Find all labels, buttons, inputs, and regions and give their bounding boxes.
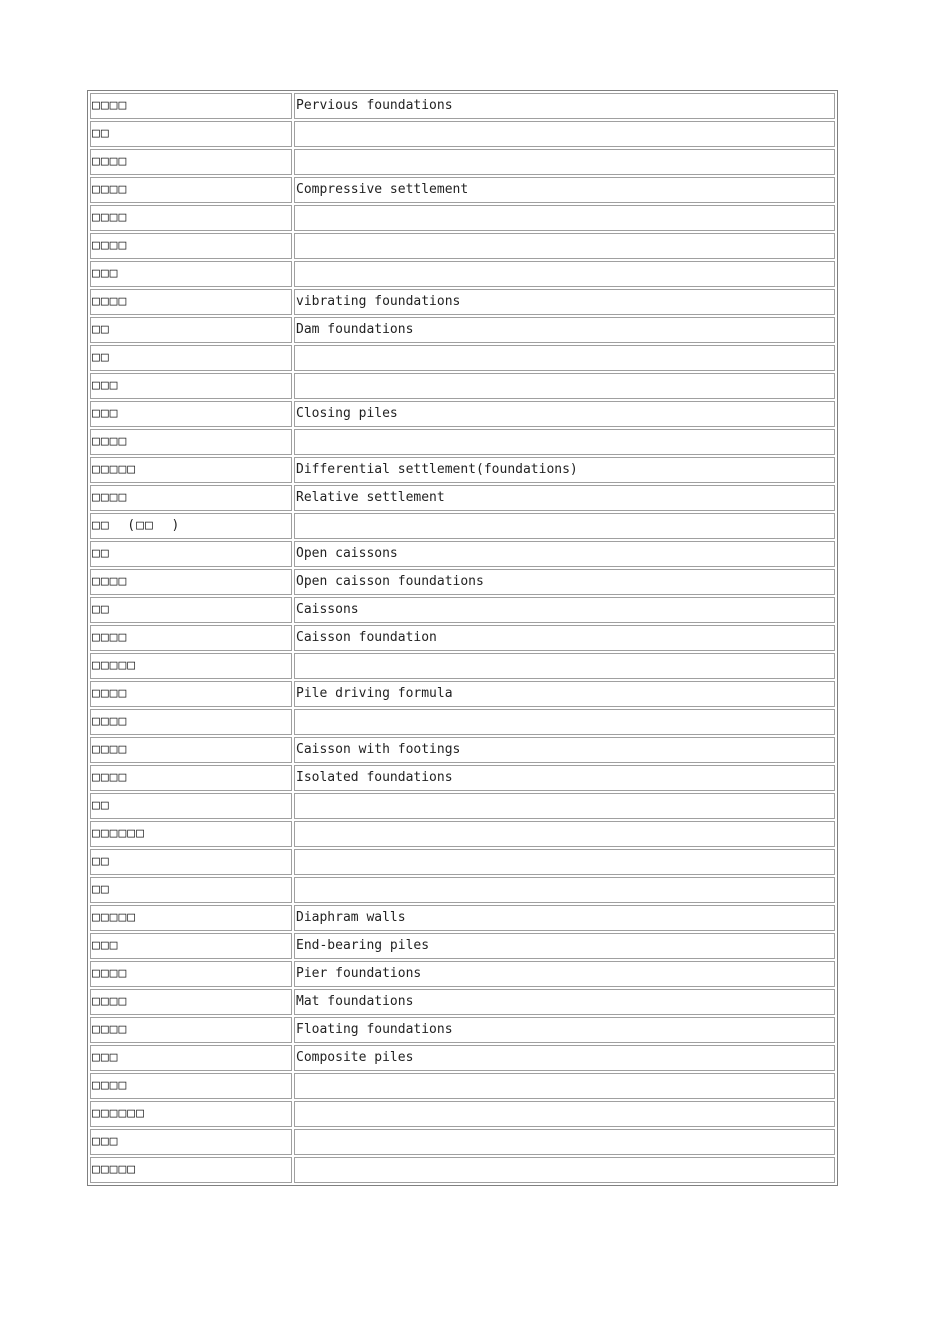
chinese-term-cell: □□□□□ (90, 1157, 292, 1183)
chinese-term-cell: □□ (90, 793, 292, 819)
english-term-cell (294, 1073, 835, 1099)
english-term-cell: Floating foundations (294, 1017, 835, 1043)
chinese-term-cell: □□□ (90, 261, 292, 287)
english-term-cell (294, 121, 835, 147)
english-term-cell: Pile driving formula (294, 681, 835, 707)
chinese-term-cell: □□□□ (90, 205, 292, 231)
english-term-cell (294, 793, 835, 819)
chinese-term-cell: □□ (90, 541, 292, 567)
table-row (90, 373, 835, 399)
chinese-term-cell: □□□□ (90, 569, 292, 595)
table-row (90, 261, 835, 287)
chinese-term-cell: □□ (□□ ) (90, 513, 292, 539)
english-term-cell (294, 709, 835, 735)
table-row (90, 597, 835, 623)
chinese-term-cell: □□ (90, 877, 292, 903)
table-row (90, 541, 835, 567)
english-term-cell (294, 513, 835, 539)
table-row (90, 457, 835, 483)
chinese-term-cell: □□□□ (90, 737, 292, 763)
table-row (90, 149, 835, 175)
chinese-term-cell: □□□□ (90, 485, 292, 511)
chinese-term-cell: □□□□ (90, 149, 292, 175)
english-term-cell: Relative settlement (294, 485, 835, 511)
english-term-cell: Mat foundations (294, 989, 835, 1015)
english-term-cell: Caissons (294, 597, 835, 623)
chinese-term-cell: □□□□ (90, 961, 292, 987)
table-row (90, 905, 835, 931)
english-term-cell: vibrating foundations (294, 289, 835, 315)
table-row (90, 765, 835, 791)
english-term-cell: Differential settlement(foundations) (294, 457, 835, 483)
table-row (90, 681, 835, 707)
table-row (90, 989, 835, 1015)
english-term-cell (294, 849, 835, 875)
english-term-cell (294, 429, 835, 455)
chinese-term-cell: □□□□ (90, 989, 292, 1015)
chinese-term-cell: □□□□□ (90, 457, 292, 483)
table-row (90, 1017, 835, 1043)
chinese-term-cell: □□□□□□ (90, 1101, 292, 1127)
english-term-cell: Diaphram walls (294, 905, 835, 931)
table-row (90, 821, 835, 847)
chinese-term-cell: □□□ (90, 373, 292, 399)
table-row (90, 1157, 835, 1183)
chinese-term-cell: □□ (90, 345, 292, 371)
chinese-term-cell: □□□□ (90, 1073, 292, 1099)
chinese-term-cell: □□ (90, 597, 292, 623)
english-term-cell (294, 877, 835, 903)
english-term-cell (294, 149, 835, 175)
chinese-term-cell: □□□□ (90, 625, 292, 651)
english-term-cell (294, 205, 835, 231)
table-row (90, 849, 835, 875)
table-row (90, 737, 835, 763)
chinese-term-cell: □□□□ (90, 1017, 292, 1043)
table-row (90, 317, 835, 343)
table-row (90, 793, 835, 819)
english-term-cell (294, 653, 835, 679)
table-row (90, 709, 835, 735)
glossary-table (87, 90, 838, 1186)
chinese-term-cell: □□□□□ (90, 905, 292, 931)
english-term-cell: End-bearing piles (294, 933, 835, 959)
english-term-cell: Open caissons (294, 541, 835, 567)
chinese-term-cell: □□□□□□ (90, 821, 292, 847)
table-row (90, 121, 835, 147)
table-row (90, 485, 835, 511)
chinese-term-cell: □□□□ (90, 289, 292, 315)
english-term-cell (294, 1157, 835, 1183)
table-row (90, 625, 835, 651)
english-term-cell (294, 821, 835, 847)
table-row (90, 233, 835, 259)
chinese-term-cell: □□□□ (90, 429, 292, 455)
chinese-term-cell: □□□□□ (90, 653, 292, 679)
table-row (90, 1129, 835, 1155)
english-term-cell (294, 345, 835, 371)
chinese-term-cell: □□ (90, 121, 292, 147)
chinese-term-cell: □□□□ (90, 709, 292, 735)
english-term-cell: Caisson with footings (294, 737, 835, 763)
chinese-term-cell: □□□□ (90, 233, 292, 259)
chinese-term-cell: □□□□ (90, 765, 292, 791)
table-row (90, 401, 835, 427)
table-row (90, 653, 835, 679)
table-row (90, 1073, 835, 1099)
table-row (90, 961, 835, 987)
table-row (90, 1101, 835, 1127)
english-term-cell (294, 1101, 835, 1127)
english-term-cell: Caisson foundation (294, 625, 835, 651)
table-row (90, 429, 835, 455)
table-row (90, 513, 835, 539)
english-term-cell (294, 233, 835, 259)
table-row (90, 877, 835, 903)
english-term-cell: Compressive settlement (294, 177, 835, 203)
table-row (90, 289, 835, 315)
table-row (90, 177, 835, 203)
chinese-term-cell: □□□□ (90, 177, 292, 203)
chinese-term-cell: □□□□ (90, 681, 292, 707)
english-term-cell: Composite piles (294, 1045, 835, 1071)
english-term-cell: Dam foundations (294, 317, 835, 343)
chinese-term-cell: □□□ (90, 1045, 292, 1071)
english-term-cell: Isolated foundations (294, 765, 835, 791)
english-term-cell: Pier foundations (294, 961, 835, 987)
english-term-cell: Closing piles (294, 401, 835, 427)
english-term-cell (294, 261, 835, 287)
table-row (90, 1045, 835, 1071)
table-row (90, 933, 835, 959)
table-row (90, 93, 835, 119)
table-row (90, 569, 835, 595)
english-term-cell: Open caisson foundations (294, 569, 835, 595)
chinese-term-cell: □□□ (90, 401, 292, 427)
english-term-cell (294, 373, 835, 399)
english-term-cell: Pervious foundations (294, 93, 835, 119)
table-row (90, 345, 835, 371)
chinese-term-cell: □□ (90, 317, 292, 343)
english-term-cell (294, 1129, 835, 1155)
glossary-body (90, 93, 835, 1183)
chinese-term-cell: □□ (90, 849, 292, 875)
chinese-term-cell: □□□ (90, 1129, 292, 1155)
chinese-term-cell: □□□ (90, 933, 292, 959)
table-row (90, 205, 835, 231)
chinese-term-cell: □□□□ (90, 93, 292, 119)
